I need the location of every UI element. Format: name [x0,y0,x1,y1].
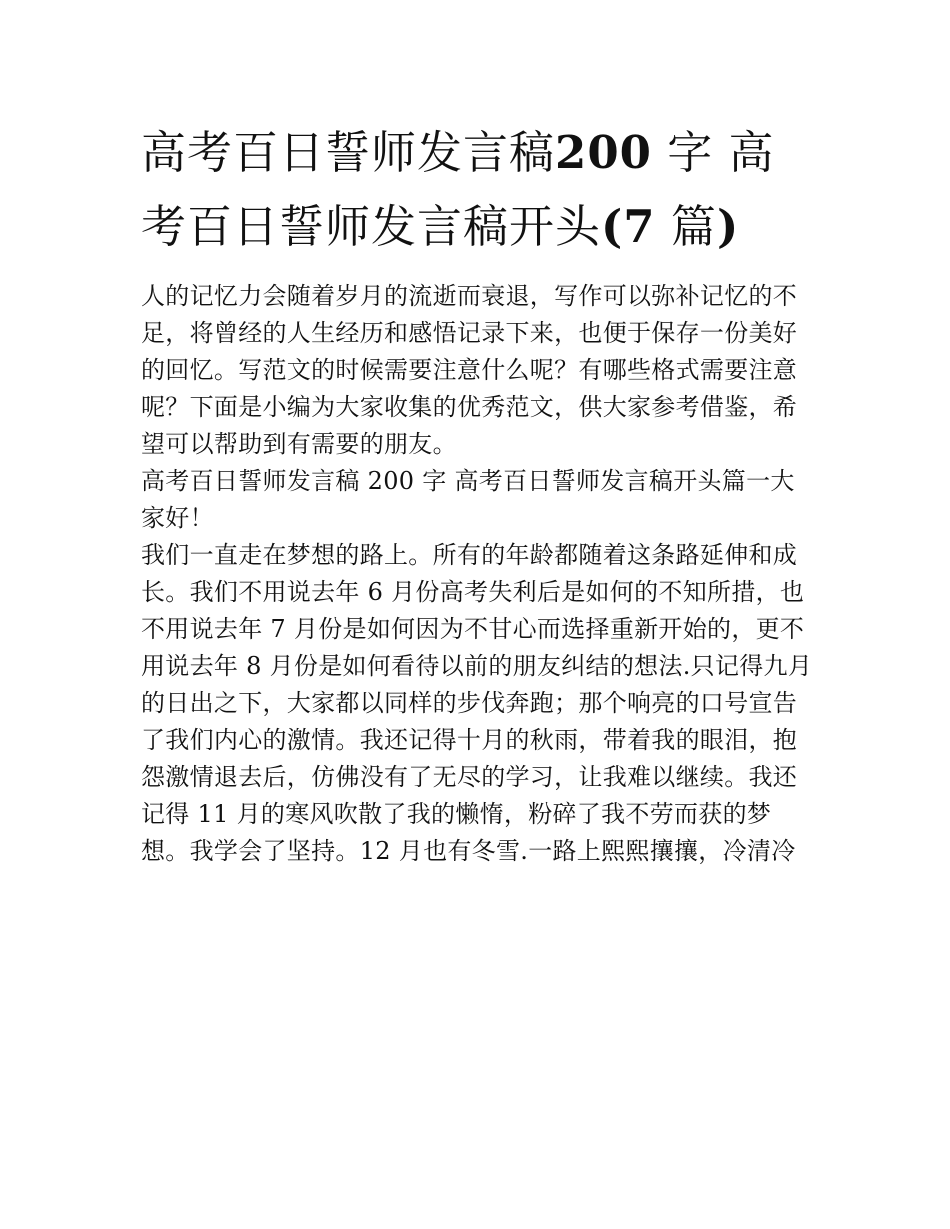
title-part: 篇 [655,200,717,253]
title-part: ) [716,200,740,253]
title-part: 高考百日誓师发言稿 [141,126,556,179]
intro-paragraph: 人的记忆力会随着岁月的流逝而衰退，写作可以弥补记忆的不足，将曾经的人生经历和感悟记录下来，也便于保存一份美好的回忆。写范文的时候需要注意什么呢？有哪些格式需要注意呢？下面是小编为大家收集的优秀范文，供大家参考借鉴，希望可以帮助到有需要的朋友。 [141,282,798,458]
speech-paragraph: 我们一直走在梦想的路上。所有的年龄都随着这条路延伸和成长。我们不用说去年 6 月份高考失利后是如何的不知所措，也不用说去年 7 月份是如何因为不甘心而选择重新开始的，更不用说去年 8 月份是如何看待以前的朋友纠结的想法.只记得九月的日出之下，大家都以同样的步伐奔跑；那个响亮的口号宣告了我们内心的激情。我还记得十月的秋雨，带着我的眼泪，抱怨激情退去后，仿佛没有了无尽的学习，让我难以继续。我还记得 11 月的寒风吹散了我的懒惰，粉碎了我不劳而获的梦想。我学会了坚持。12 月也有冬雪.一路上熙熙攘攘，冷清冷 [141,541,813,865]
document-body [141,278,813,870]
title-part: 字 高考百日誓师发言稿开头 [141,126,775,253]
title-part: (7 [601,200,656,253]
title-part: 200 [555,126,652,179]
document-title [141,116,811,264]
section-heading-paragraph: 高考百日誓师发言稿 200 字 高考百日誓师发言稿开头篇一大家好！ [141,467,795,532]
